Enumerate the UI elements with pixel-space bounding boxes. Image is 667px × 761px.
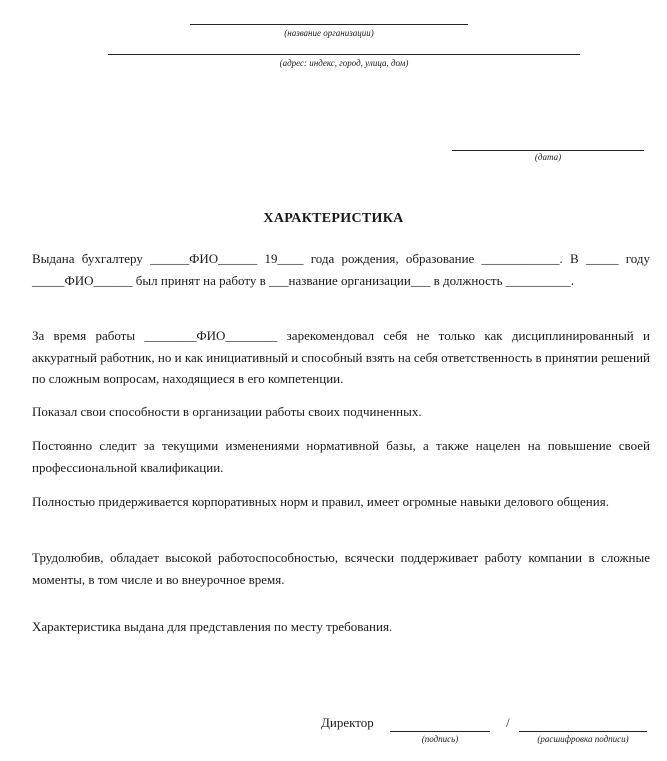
signature-caption: (подпись) xyxy=(421,734,459,744)
org-name-caption: (название организации) xyxy=(284,28,374,38)
paragraph-corporate-norms: Полностью придерживается корпоративных норм и правил, имеет огромные навыки делового общения. xyxy=(32,494,609,509)
paragraph-issued-to: Выдана бухгалтеру ______ФИО______ 19____ года рождения, образование ____________. В _____ году _____ФИО______ был принят на работу в ___название организации___ в должность __________. xyxy=(32,251,650,288)
paragraph-diligence: Трудолюбив, обладает высокой работоспособностью, всячески поддерживает работу компании в сложные моменты, в том числе и во внеурочное время. xyxy=(32,550,650,587)
decoding-caption: (расшифровка подписи) xyxy=(537,734,629,744)
org-name-line xyxy=(190,24,468,25)
signature-separator: / xyxy=(506,715,510,730)
paragraph-abilities: Показал свои способности в организации работы своих подчиненных. xyxy=(32,404,422,419)
director-label: Директор xyxy=(321,715,374,730)
document-title: ХАРАКТЕРИСТИКА xyxy=(263,211,404,226)
date-line xyxy=(452,150,644,151)
paragraph-qualification: Постоянно следит за текущими изменениями нормативной базы, а также нацелен на повышение своей профессиональной квалификации. xyxy=(32,438,650,475)
date-caption: (дата) xyxy=(534,152,562,162)
decoding-line xyxy=(519,731,647,732)
address-caption: (адрес: индекс, город, улица, дом) xyxy=(279,58,409,68)
paragraph-work-record: За время работы ________ФИО________ зарекомендовал себя не только как дисциплинированный и аккуратный работник, но и как инициативный и способный взять на себя ответственность в принятии решений по сложным вопросам, находящиеся в его компетенции. xyxy=(32,328,650,386)
signature-line xyxy=(390,731,490,732)
address-line xyxy=(108,54,580,55)
paragraph-purpose: Характеристика выдана для представления по месту требования. xyxy=(32,619,393,634)
